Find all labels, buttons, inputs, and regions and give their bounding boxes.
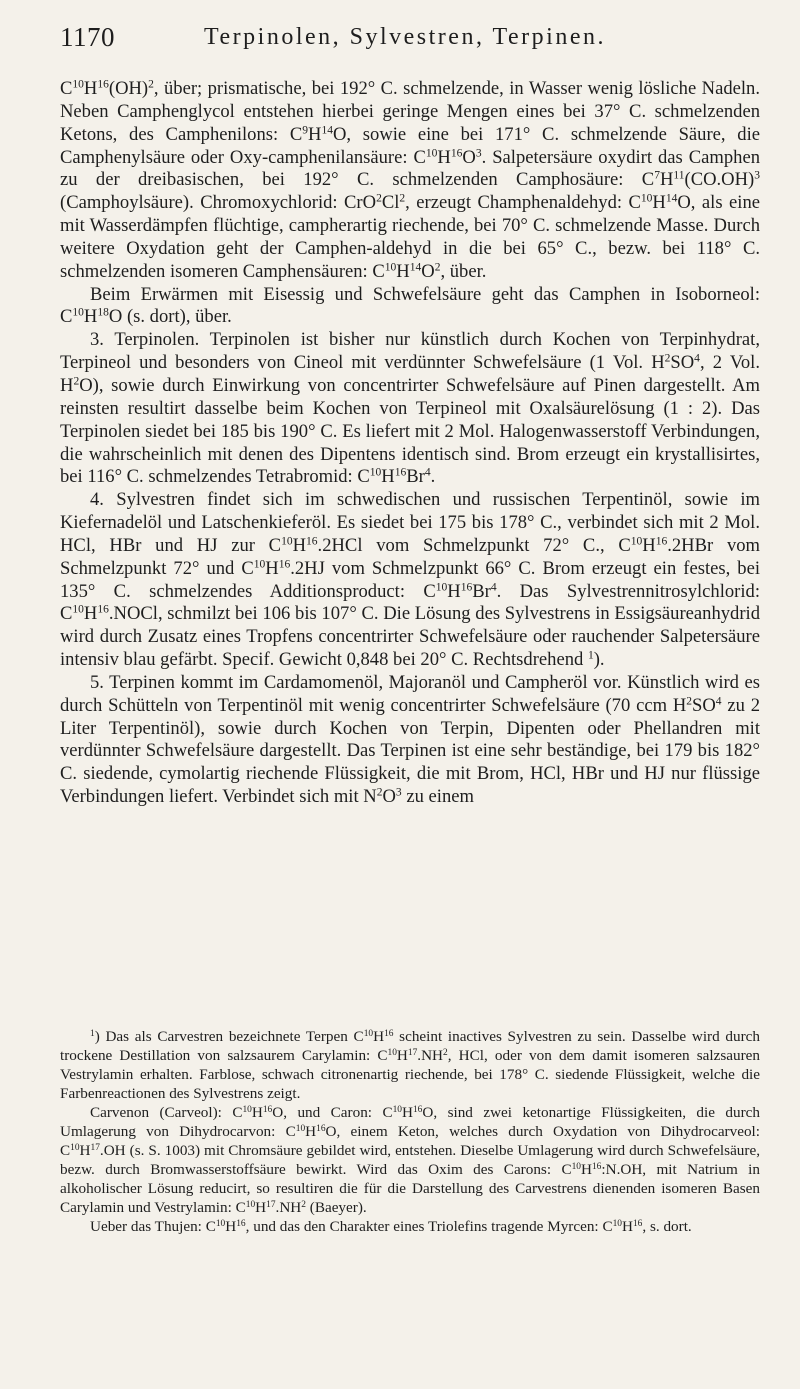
footnotes	[60, 1027, 760, 1236]
paragraph-isoborneol: Beim Erwärmen mit Eisessig und Schwefelsäure geht das Camphen in Isoborneol: $C^{10}H^{18}O$ (s. dort), über.	[60, 283, 760, 328]
paragraph-sylvestren: 4. Sylvestren findet sich im schwedischen und russischen Terpentinöl, sowie im Kiefernadelöl und Latschenkieferöl. Es siedet bei 175 bis 178° C., verbindet sich mit 2 Mol. HCl, HBr und HJ zur $C^{10}H^{16}.2HCl$ vom Schmelzpunkt 72° C., $C^{10}H^{16}.2HBr$ vom Schmelzpunkt 72° und $C^{10}H^{16}.2HJ$ vom Schmelzpunkt 66° C. Brom erzeugt ein festes, bei 135° C. schmelzendes Additionsproduct: $C^{10}H^{16}Br^4$. Das Sylvestrennitrosylchlorid: $C^{10}H^{16}.NOCl$, schmilzt bei 106 bis 107° C. Die Lösung des Sylvestrens in Essigsäureanhydrid wird durch Zusatz eines Tropfens concentrirter Schwefelsäure oder rauchender Salpetersäure intensiv blau gefärbt. Specif. Gewicht 0,848 bei 20° C. Rechtsdrehend $^1$).	[60, 489, 760, 671]
footnote-thujen: Ueber das Thujen: $C^{10}H^{16}$, und das den Charakter eines Triolefins tragende Myrcen: $C^{10}H^{16}$, s. dort.	[90, 1218, 692, 1235]
paragraph-terpinolen: 3. Terpinolen. Terpinolen ist bisher nur künstlich durch Kochen von Terpinhydrat, Terpineol und besonders von Cineol mit verdünnter Schwefelsäure (1 Vol. $H^2SO^4$, 2 Vol. $H^2O$), sowie durch Einwirkung von concentrirter Schwefelsäure auf Pinen dargestellt. Am reinsten resultirt dasselbe beim Kochen von Terpineol mit Oxalsäurelösung (1 : 2). Das Terpinolen siedet bei 185 bis 190° C. Es liefert mit 2 Mol. Halogenwasserstoff Verbindungen, die wahrscheinlich mit denen des Dipentens identisch sind. Brom erzeugt ein krystallisirtes, bei 116° C. schmelzendes Tetrabromid: $C^{10}H^{16}Br^4$.	[60, 329, 760, 488]
main-text	[60, 78, 760, 809]
paragraph-terpinen: 5. Terpinen kommt im Cardamomenöl, Majoranöl und Campheröl vor. Künstlich wird es durch Schütteln von Terpentinöl mit wenig concentrirter Schwefelsäure (70 ccm $H^2SO^4$ zu 2 Liter Terpentinöl), sowie durch Kochen von Terpin, Dipenten oder Phellandren mit verdünnter Schwefelsäure dargestellt. Das Terpinen ist eine sehr beständige, bei 179 bis 182° C. siedende, cymolartig riechende Flüssigkeit, die mit Brom, HCl, HBr und HJ nur flüssige Verbindungen liefert. Verbindet sich mit $N^2O^3$ zu einem	[60, 671, 760, 808]
footnote-carvenon: Carvenon (Carveol): $C^{10}H^{16}O$, und Caron: $C^{10}H^{16}O$, sind zwei ketonartige Flüssigkeiten, die durch Umlagerung von Dihydrocarvon: $C^{10}H^{16}O$, einem Keton, welches durch Oxydation von Dihydrocarveol: $C^{10}H^{17}.OH$ (s. S. 1003) mit Chromsäure gebildet wird, entstehen. Dieselbe Umlagerung wird durch Schwefelsäure, bezw. durch Bromwasserstoffsäure bewirkt. Wird das Oxim des Carons: $C^{10}H^{16}:N.OH$, mit Natrium in alkoholischer Lösung reducirt, so resultiren die für die Darstellung des Carvestrens dienenden isomeren Basen Carylamin und Vestrylamin: $C^{10}H^{17}.NH^2$ (Baeyer).	[60, 1104, 761, 1216]
page-number: 1170	[60, 22, 115, 52]
page-header	[60, 22, 750, 62]
footnote-carvestren: $^1$) Das als Carvestren bezeichnete Terpen $C^{10}H^{16}$ scheint inactives Sylvestren zu sein. Dasselbe wird durch trockene Destillation von salzsaurem Carylamin: $C^{10}H^{17}.NH^2$, HCl, oder von dem damit isomeren salzsauren Vestrylamin erhalten. Farblose, schwach citronenartig riechende, bei 178° C. siedende Flüssigkeit, welche die Farbenreactionen des Sylvestrens zeigt.	[60, 1028, 760, 1102]
paragraph-camphen-oxidation: $C^{10}H^{16}(OH)^2$, über; prismatische, bei 192° C. schmelzende, in Wasser wenig lösliche Nadeln. Neben Camphenglycol entstehen hierbei geringe Mengen eines bei 37° C. schmelzenden Ketons, des Camphenilons: $C^9H^{14}O$, sowie eine bei 171° C. schmelzende Säure, die Camphenylsäure oder Oxy-camphenilansäure: $C^{10}H^{16}O^3$. Salpetersäure oxydirt das Camphen zu der dreibasischen, bei 192° C. schmelzenden Camphosäure: $C^7H^{11}(CO.OH)^3$ (Camphoylsäure). Chromoxychlorid: CrO$^2$Cl$^2$, erzeugt Champhenaldehyd: $C^{10}H^{14}O$, als eine mit Wasserdämpfen flüchtige, campherartig riechende, bei 70° C. schmelzende Masse. Durch weitere Oxydation geht der Camphen-aldehyd in die bei 65° C., bezw. bei 118° C. schmelzenden isomeren Camphensäuren: $C^{10}H^{14}O^2$, über.	[60, 78, 760, 282]
running-title: Terpinolen, Sylvestren, Terpinen.	[204, 24, 606, 50]
